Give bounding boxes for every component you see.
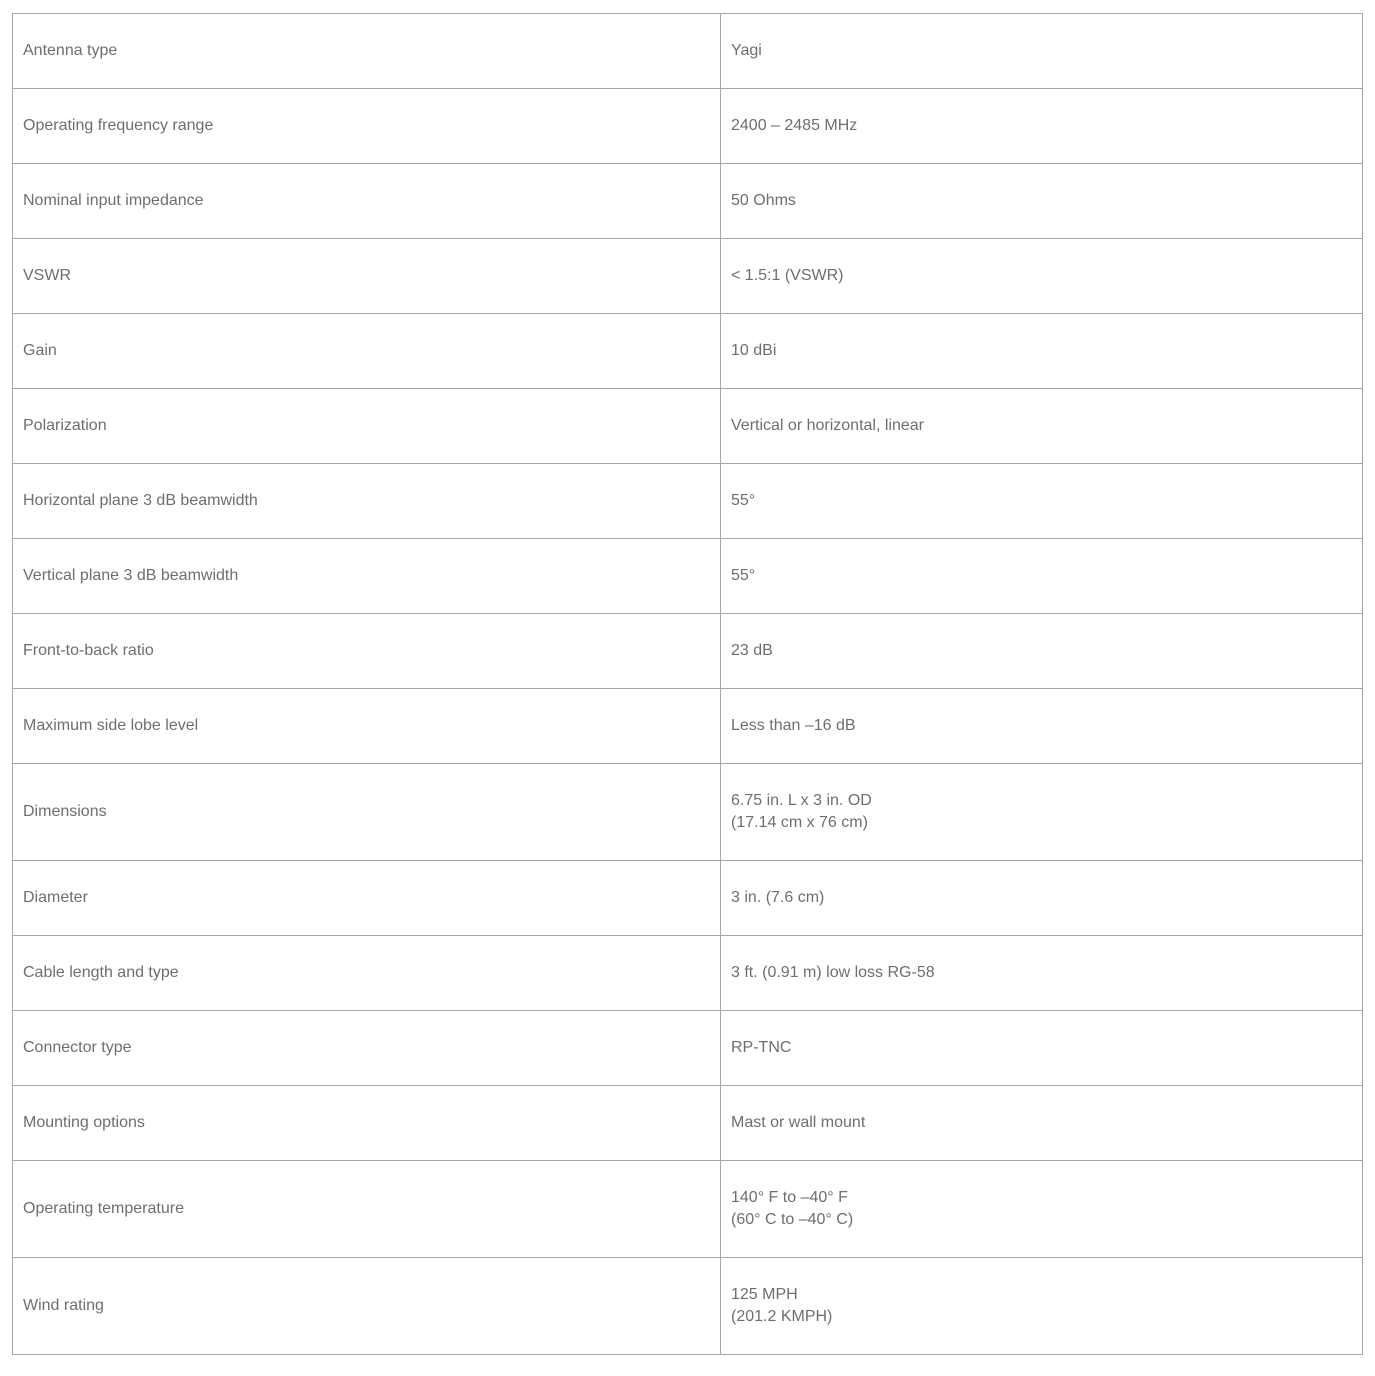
spec-value: 3 in. (7.6 cm) bbox=[721, 861, 1363, 936]
spec-value: 10 dBi bbox=[721, 314, 1363, 389]
spec-label: Maximum side lobe level bbox=[13, 689, 721, 764]
spec-label: Gain bbox=[13, 314, 721, 389]
spec-value: Yagi bbox=[721, 14, 1363, 89]
spec-label: Mounting options bbox=[13, 1086, 721, 1161]
spec-label: Diameter bbox=[13, 861, 721, 936]
spec-label: Cable length and type bbox=[13, 936, 721, 1011]
spec-value: 140° F to –40° F (60° C to –40° C) bbox=[721, 1161, 1363, 1258]
spec-value: Less than –16 dB bbox=[721, 689, 1363, 764]
table-row bbox=[13, 464, 1363, 539]
spec-label: Dimensions bbox=[13, 764, 721, 861]
table-row bbox=[13, 861, 1363, 936]
spec-value: 3 ft. (0.91 m) low loss RG-58 bbox=[721, 936, 1363, 1011]
table-row bbox=[13, 539, 1363, 614]
specifications-table bbox=[12, 13, 1363, 1355]
table-row bbox=[13, 1011, 1363, 1086]
table-row bbox=[13, 314, 1363, 389]
spec-value: 2400 – 2485 MHz bbox=[721, 89, 1363, 164]
spec-value: 6.75 in. L x 3 in. OD (17.14 cm x 76 cm) bbox=[721, 764, 1363, 861]
table-row bbox=[13, 164, 1363, 239]
spec-value: Mast or wall mount bbox=[721, 1086, 1363, 1161]
table-row bbox=[13, 1086, 1363, 1161]
specifications-table-body bbox=[13, 14, 1363, 1355]
table-row bbox=[13, 614, 1363, 689]
spec-label: Nominal input impedance bbox=[13, 164, 721, 239]
spec-label: Vertical plane 3 dB beamwidth bbox=[13, 539, 721, 614]
spec-value: 55° bbox=[721, 539, 1363, 614]
table-row bbox=[13, 89, 1363, 164]
spec-label: Operating temperature bbox=[13, 1161, 721, 1258]
spec-value: < 1.5:1 (VSWR) bbox=[721, 239, 1363, 314]
table-row bbox=[13, 689, 1363, 764]
table-row bbox=[13, 1258, 1363, 1355]
spec-value: Vertical or horizontal, linear bbox=[721, 389, 1363, 464]
spec-value: 50 Ohms bbox=[721, 164, 1363, 239]
spec-label: Operating frequency range bbox=[13, 89, 721, 164]
spec-label: Connector type bbox=[13, 1011, 721, 1086]
spec-label: Horizontal plane 3 dB beamwidth bbox=[13, 464, 721, 539]
spec-label: Wind rating bbox=[13, 1258, 721, 1355]
spec-value: 55° bbox=[721, 464, 1363, 539]
table-row bbox=[13, 239, 1363, 314]
spec-value: RP-TNC bbox=[721, 1011, 1363, 1086]
spec-label: Polarization bbox=[13, 389, 721, 464]
table-row bbox=[13, 764, 1363, 861]
spec-value: 23 dB bbox=[721, 614, 1363, 689]
spec-label: VSWR bbox=[13, 239, 721, 314]
table-row bbox=[13, 389, 1363, 464]
table-row bbox=[13, 14, 1363, 89]
table-row bbox=[13, 1161, 1363, 1258]
spec-label: Antenna type bbox=[13, 14, 721, 89]
spec-label: Front-to-back ratio bbox=[13, 614, 721, 689]
spec-value: 125 MPH (201.2 KMPH) bbox=[721, 1258, 1363, 1355]
table-row bbox=[13, 936, 1363, 1011]
